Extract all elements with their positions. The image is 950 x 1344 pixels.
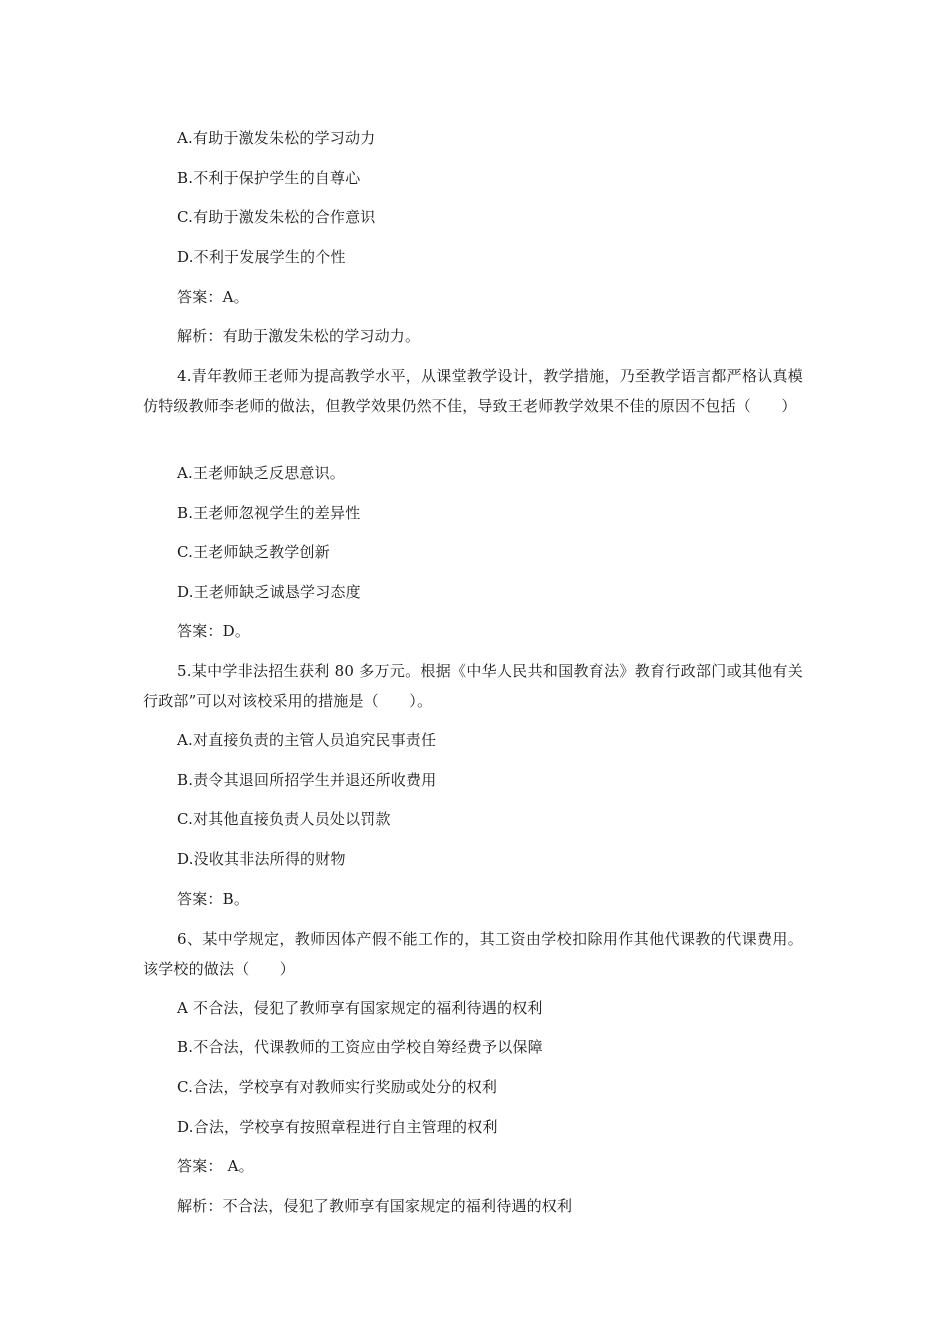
q5-option-d: D.没收其非法所得的财物 [177, 850, 346, 868]
q6-option-c: C.合法，学校享有对教师实行奖励或处分的权利 [177, 1078, 498, 1096]
q6-option-b: B.不合法，代课教师的工资应由学校自筹经费予以保障 [177, 1038, 543, 1056]
q4-option-c: C.王老师缺乏教学创新 [177, 543, 330, 561]
q5-answer: 答案：B。 [177, 890, 250, 908]
q3-option-a: A.有助于激发朱松的学习动力 [177, 129, 376, 147]
q3-option-c: C.有助于激发朱松的合作意识 [177, 208, 376, 226]
q6-option-d: D.合法，学校享有按照章程进行自主管理的权利 [177, 1118, 498, 1136]
q3-answer: 答案：A。 [177, 288, 249, 306]
q4-option-d: D.王老师缺乏诚恳学习态度 [177, 583, 361, 601]
q6-option-a: A 不合法，侵犯了教师享有国家规定的福利待遇的权利 [177, 999, 543, 1017]
q6-answer: 答案： A。 [177, 1157, 254, 1175]
q4-answer: 答案：D。 [177, 622, 251, 640]
q3-option-d: D.不利于发展学生的个性 [177, 248, 346, 266]
q4-option-b: B.王老师忽视学生的差异性 [177, 504, 361, 522]
q5-option-b: B.责令其退回所招学生并退还所收费用 [177, 771, 437, 789]
q5-question: 5.某中学非法招生获利 80 多万元。根据《中华人民共和国教育法》教育行政部门或其他有关行政部”可以对该校采用的措施是（ ）。 [143, 662, 803, 710]
q6-question: 6、某中学规定，教师因体产假不能工作的，其工资由学校扣除用作其他代课教的代课费用。该学校的做法（ ） [143, 930, 803, 978]
q4-question: 4.青年教师王老师为提高教学水平，从课堂教学设计，教学措施，乃至教学语言都严格认真模仿特级教师李老师的做法，但教学效果仍然不佳，导致王老师教学效果不佳的原因不包括（ ） [143, 367, 803, 415]
q4-option-a: A.王老师缺乏反思意识。 [177, 464, 346, 482]
q5-option-c: C.对其他直接负责人员处以罚款 [177, 810, 391, 828]
q6-analysis: 解析：不合法，侵犯了教师享有国家规定的福利待遇的权利 [177, 1197, 573, 1215]
q3-analysis: 解析：有助于激发朱松的学习动力。 [177, 327, 421, 345]
q3-option-b: B.不利于保护学生的自尊心 [177, 169, 361, 187]
q5-option-a: A.对直接负责的主管人员追究民事责任 [177, 731, 437, 749]
